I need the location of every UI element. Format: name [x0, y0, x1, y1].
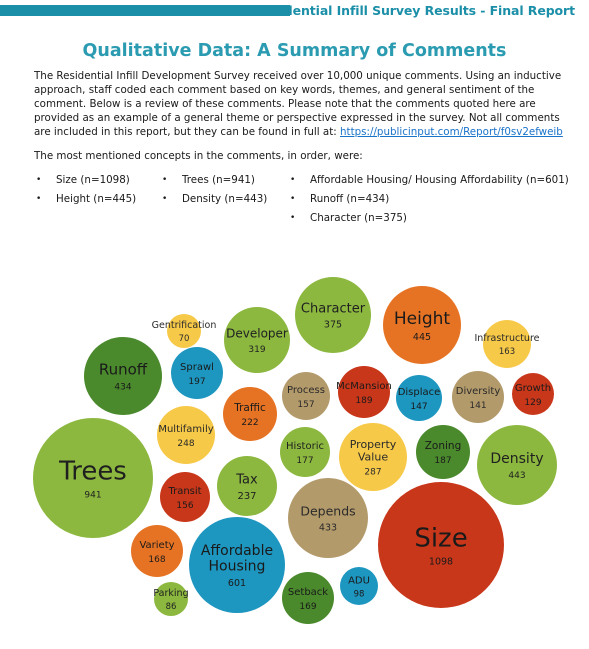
bubble-value: 1098 [428, 556, 454, 568]
bubble-property-value [339, 423, 407, 491]
bubble-label: Historic [286, 441, 324, 453]
bubble-label: Infrastructure [474, 333, 540, 345]
concept-item: • Runoff (n=434) [290, 190, 569, 209]
bubble-value: 169 [299, 601, 317, 612]
bubble-value: 189 [355, 395, 373, 406]
bubble-value: 197 [188, 376, 206, 387]
bubble-value: 177 [296, 455, 314, 466]
bubble-value: 248 [177, 438, 195, 449]
bubble-label: Sprawl [180, 362, 214, 374]
bubble-developer [224, 307, 290, 373]
bubble-value: 222 [241, 418, 259, 429]
bubble-value: 156 [176, 500, 194, 511]
bubble-label: Growth [514, 383, 552, 395]
bubble-label: Trees [59, 456, 127, 487]
bubble-label: Process [287, 385, 325, 397]
bubble-value: 86 [165, 602, 177, 613]
bubble-value: 445 [412, 331, 432, 343]
bubble-value: 941 [84, 490, 102, 501]
bubble-value: 433 [318, 522, 338, 534]
concept-item: • Size (n=1098) [36, 171, 136, 190]
concept-item: • Trees (n=941) [162, 171, 267, 190]
bubble-adu [340, 567, 378, 605]
bubble-tax [217, 456, 277, 516]
bubble-value: 375 [323, 319, 343, 331]
bubble-label: Transit [168, 486, 202, 498]
bubble-label: Parking [153, 588, 189, 600]
bubble-label: Value [357, 450, 389, 464]
bubble-size [378, 482, 504, 608]
bubble-value: 141 [469, 400, 487, 411]
bubble-value: 443 [508, 470, 526, 481]
bubble-value: 187 [434, 456, 452, 467]
bubble-historic [280, 427, 330, 477]
bubble-label: Multifamily [158, 424, 214, 436]
bubble-sprawl [171, 347, 223, 399]
report-header-title: Residential Infill Survey Results - Final Report [254, 3, 575, 18]
bubble-displace [396, 375, 442, 421]
bubble-label: Setback [287, 587, 329, 599]
intro-text: The Residential Infill Development Survey received over 10,000 unique comments. Using an inductive approach, staff coded each comment based on key words, themes, and general sentiment of the comment. Below is a review of these comments. Please note that the comments quoted here are provided as an example of a general theme or perspective expressed in the survey. Not all comments are included in this report, but they can be found in full at: [34, 70, 562, 139]
concept-item: • Character (n=375) [290, 209, 569, 228]
bubble-label: McMansion [336, 381, 392, 393]
bubble-label: Character [300, 301, 366, 317]
bubble-diversity [452, 371, 504, 423]
bubble-process [282, 372, 330, 420]
bubble-label: Depends [300, 503, 356, 519]
bubble-runoff [84, 337, 162, 415]
bubble-label: Density [490, 451, 544, 468]
bubble-value: 168 [148, 554, 166, 565]
bubble-setback [282, 572, 334, 624]
bubble-mcmansion [336, 366, 392, 418]
concept-item: • Height (n=445) [36, 190, 136, 209]
bubble-label: Zoning [424, 440, 462, 453]
bubble-value: 70 [178, 334, 190, 345]
bubble-label: Runoff [98, 360, 148, 379]
bubble-value: 147 [410, 401, 428, 412]
bubble-affordable-housing [189, 517, 285, 613]
bubble-trees [33, 418, 153, 538]
bubble-zoning [416, 425, 470, 479]
bubble-label: Traffic [234, 402, 266, 415]
bubble-value: 601 [227, 578, 247, 590]
bubble-value: 434 [114, 382, 132, 393]
bubble-label: Property [349, 438, 397, 452]
bubble-value: 237 [237, 491, 257, 503]
bubble-parking [153, 582, 188, 616]
bubble-gentrification [152, 314, 217, 348]
bubble-label: Affordable [200, 543, 274, 560]
bubble-transit [160, 472, 210, 522]
bubble-depends [288, 478, 368, 558]
bubble-label: ADU [348, 575, 370, 587]
bubble-variety [131, 525, 183, 577]
bubble-value: 163 [498, 347, 516, 358]
bubble-character [295, 277, 371, 353]
concept-item: • Affordable Housing/ Housing Affordability (n=601) [290, 171, 569, 190]
bubble-label: Tax [236, 472, 258, 488]
bubble-label: Gentrification [151, 320, 217, 332]
bubble-multifamily [157, 406, 215, 464]
bubble-value: 98 [353, 589, 365, 600]
concepts-intro: The most mentioned concepts in the comments, in order, were: [34, 150, 363, 162]
bubble-height [383, 286, 461, 364]
bubble-growth [512, 373, 554, 415]
report-link[interactable]: https://publicinput.com/Report/f0sv2efweib [340, 126, 563, 139]
bubble-value: 157 [297, 399, 315, 410]
bubble-label: Developer [226, 326, 288, 341]
bubble-value: 319 [248, 344, 266, 355]
bubble-density [477, 425, 557, 505]
page-title: Qualitative Data: A Summary of Comments [82, 41, 507, 61]
bubble-value: 287 [364, 467, 382, 478]
bubble-value: 129 [524, 397, 542, 408]
bubble-infrastructure [474, 320, 539, 368]
bubble-label: Height [393, 308, 451, 329]
bubble-label: Diversity [455, 386, 501, 398]
bubble-traffic [223, 387, 277, 441]
bubble-label: Size [414, 523, 468, 554]
bubble-label: Housing [208, 558, 266, 575]
bubble-label: Displace [397, 387, 441, 399]
bubble-label: Variety [139, 540, 175, 552]
concept-item: • Density (n=443) [162, 190, 267, 209]
